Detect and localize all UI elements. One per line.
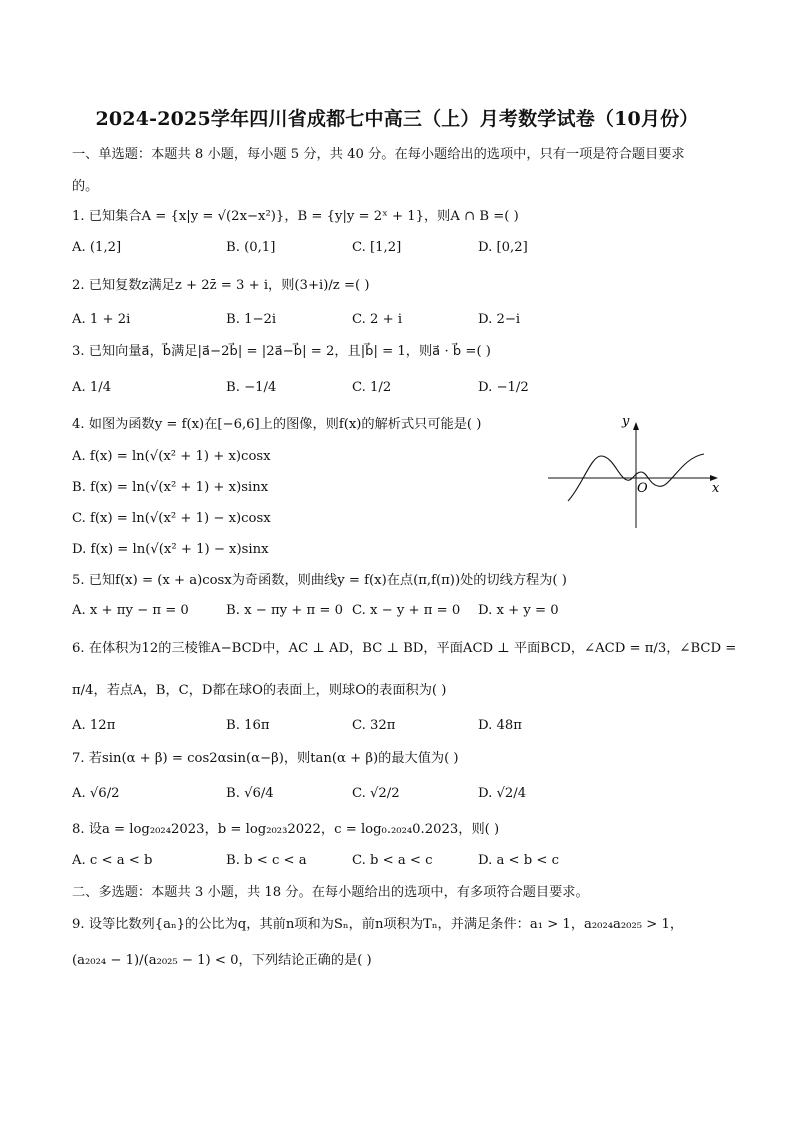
question-2-stem: 2. 已知复数z满足z + 2z̄ = 3 + i，则(3+i)/z =( ) [72,278,370,293]
function-graph [546,414,726,534]
question-6-stem: 6. 在体积为12的三棱锥A−BCD中，AC ⊥ AD，BC ⊥ BD，平面ACD ⊥ 平面BCD，∠ACD = π/3，∠BCD = [72,641,737,656]
option-b: B. b < c < a [226,853,307,868]
section-2-instructions: 二、多选题：本题共 3 小题，共 18 分。在每小题给出的选项中，有多项符合题目要求。 [72,885,589,900]
option-c: C. 2 + i [352,312,403,327]
section-1-instructions: 一、单选题：本题共 8 小题，每小题 5 分，共 40 分。在每小题给出的选项中，只有一项是符合题目要求 [72,147,685,162]
option-a: A. 1 + 2i [72,312,131,327]
option-b: B. √6/4 [226,786,274,801]
question-4-stem: 4. 如图为函数y = f(x)在[−6,6]上的图像，则f(x)的解析式只可能是( ) [72,417,482,432]
option-a: A. (1,2] [72,240,122,255]
x-axis-label: x [712,481,720,496]
option-b: B. x − πy + π = 0 [226,603,343,618]
question-5-options [72,603,712,621]
option-a: A. √6/2 [72,786,120,801]
origin-label: O [637,481,648,496]
question-3-options [72,380,712,398]
option-c: C. 1/2 [352,380,392,395]
question-5-stem: 5. 已知f(x) = (x + a)cosx为奇函数，则曲线y = f(x)在点(π,f(π))处的切线方程为( ) [72,573,567,588]
question-4-option-c: C. f(x) = ln(√(x² + 1) − x)cosx [72,511,271,526]
option-a: A. 1/4 [72,380,112,395]
option-c: C. √2/2 [352,786,400,801]
question-7-stem: 7. 若sin(α + β) = cos2αsin(α−β)，则tan(α + β)的最大值为( ) [72,751,459,766]
question-4-option-b: B. f(x) = ln(√(x² + 1) + x)sinx [72,480,269,495]
question-3-stem: 3. 已知向量a⃗，b⃗满足|a⃗−2b⃗| = |2a⃗−b⃗| = 2，且|b⃗| = 1，则a⃗ · b⃗ =( ) [72,344,491,359]
option-d: D. 48π [478,718,522,733]
option-b: B. 1−2i [226,312,277,327]
question-7-options [72,786,712,804]
option-d: D. −1/2 [478,380,529,395]
question-4-option-a: A. f(x) = ln(√(x² + 1) + x)cosx [72,449,271,464]
exam-title: 2024-2025学年四川省成都七中高三（上）月考数学试卷（10月份） [95,108,699,130]
question-8-options [72,853,712,871]
y-axis-label: y [622,414,630,429]
question-2-options [72,312,712,330]
option-b: B. 16π [226,718,270,733]
question-4-option-d: D. f(x) = ln(√(x² + 1) − x)sinx [72,542,269,557]
option-c: C. b < a < c [352,853,433,868]
question-6-stem-cont: π/4，若点A，B，C，D都在球O的表面上，则球O的表面积为( ) [72,683,447,698]
option-c: C. [1,2] [352,240,402,255]
option-d: D. [0,2] [478,240,528,255]
question-8-stem: 8. 设a = log₂₀₂₄2023，b = log₂₀₂₃2022，c = log₀.₂₀₂₄0.2023，则( ) [72,822,500,837]
question-9-stem: 9. 设等比数列{aₙ}的公比为q，其前n项和为Sₙ，前n项积为Tₙ，并满足条件：a₁ > 1，a₂₀₂₄a₂₀₂₅ > 1， [72,917,684,932]
question-6-options [72,718,712,736]
section-1-instructions-cont: 的。 [72,179,99,194]
option-b: B. (0,1] [226,240,276,255]
option-c: C. 32π [352,718,396,733]
option-a: A. 12π [72,718,116,733]
question-1-options [72,240,712,258]
question-9-stem-cont: (a₂₀₂₄ − 1)/(a₂₀₂₅ − 1) < 0，下列结论正确的是( ) [72,953,372,968]
option-d: D. 2−i [478,312,521,327]
y-axis-arrow-icon [633,422,639,430]
option-d: D. √2/4 [478,786,527,801]
option-a: A. c < a < b [72,853,153,868]
option-d: D. x + y = 0 [478,603,559,618]
option-d: D. a < b < c [478,853,560,868]
option-c: C. x − y + π = 0 [352,603,461,618]
option-a: A. x + πy − π = 0 [72,603,189,618]
question-1-stem: 1. 已知集合A = {x|y = √(2x−x²)}，B = {y|y = 2ˣ + 1}，则A ∩ B =( ) [72,209,519,224]
option-b: B. −1/4 [226,380,277,395]
